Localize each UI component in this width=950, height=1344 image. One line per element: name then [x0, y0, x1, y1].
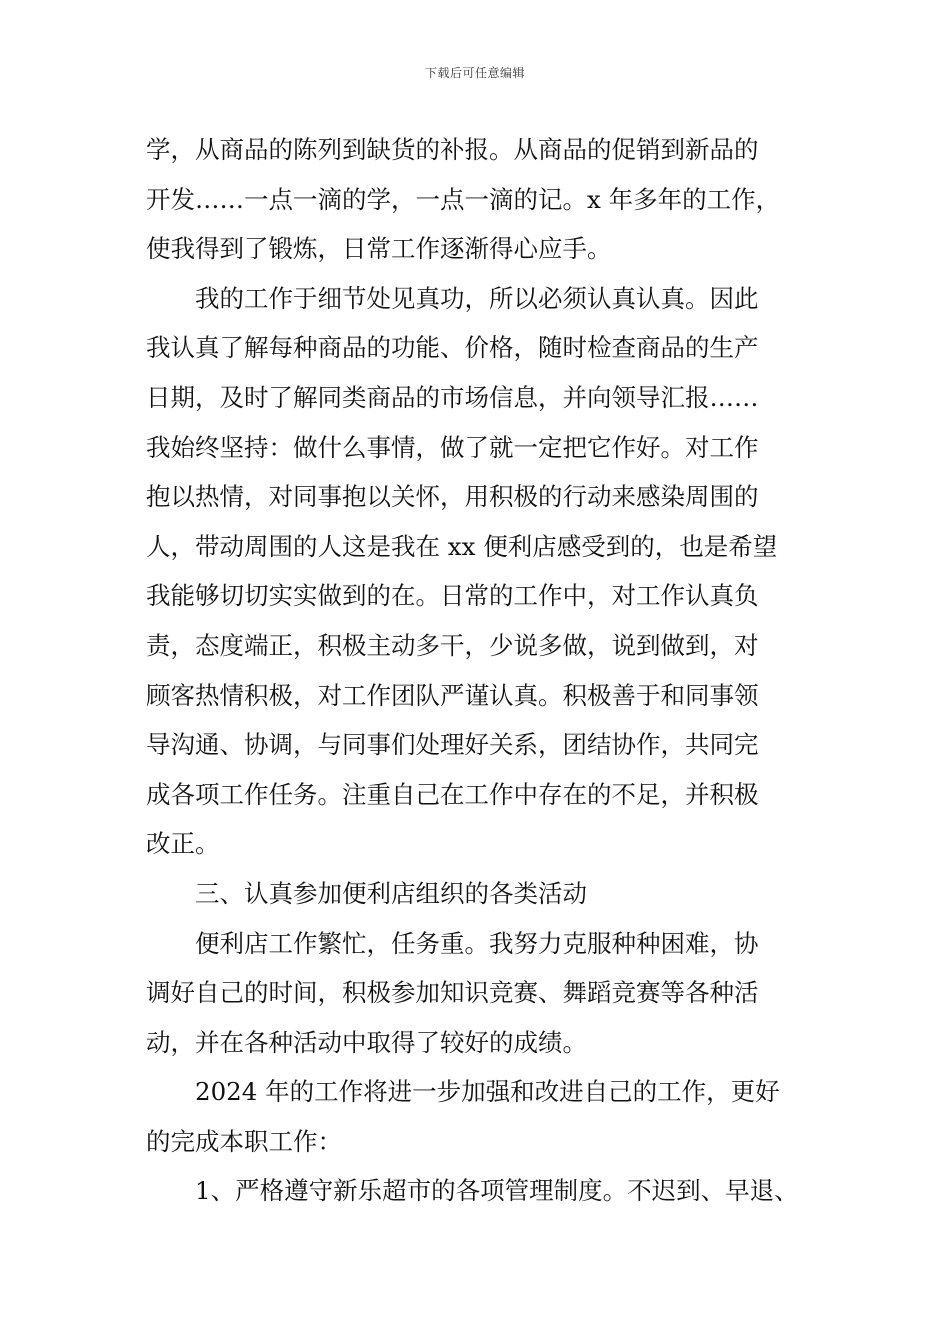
text-line: 使我得到了锻炼，日常工作逐渐得心应手。	[146, 234, 612, 264]
text-line: 2024 年的工作将进一步加强和改进自己的工作，更好	[195, 1077, 780, 1107]
text-line: 的完成本职工作：	[146, 1126, 342, 1156]
text-line: 成各项工作任务。注重自己在工作中存在的不足，并积极	[146, 779, 759, 809]
text-line: 日期，及时了解同类商品的市场信息，并向领导汇报……	[146, 382, 759, 412]
text-line: 三、认真参加便利店组织的各类活动	[195, 878, 587, 908]
text-line: 我认真了解每种商品的功能、价格，随时检查商品的生产	[146, 333, 759, 363]
text-line: 导沟通、协调，与同事们处理好关系，团结协作，共同完	[146, 730, 759, 760]
page-header: 下载后可任意编辑	[424, 66, 525, 80]
text-line: 我的工作于细节处见真功，所以必须认真认真。因此	[195, 283, 759, 313]
text-line: 动，并在各种活动中取得了较好的成绩。	[146, 1027, 587, 1057]
text-line: 抱以热情，对同事抱以关怀，用积极的行动来感染周围的	[146, 482, 759, 512]
document-body	[146, 125, 836, 1216]
text-line: 我始终坚持：做什么事情，做了就一定把它作好。对工作	[146, 432, 759, 462]
text-line: 便利店工作繁忙，任务重。我努力克服种种困难，协	[195, 928, 759, 958]
text-line: 1、严格遵守新乐超市的各项管理制度。不迟到、早退、	[195, 1176, 799, 1206]
text-line: 我能够切切实实做到的在。日常的工作中，对工作认真负	[146, 581, 759, 611]
text-line: 人，带动周围的人这是我在 xx 便利店感受到的，也是希望	[146, 531, 778, 561]
text-line: 顾客热情积极，对工作团队严谨认真。积极善于和同事领	[146, 680, 759, 710]
text-line: 责，态度端正，积极主动多干，少说多做，说到做到，对	[146, 630, 759, 660]
text-line: 学，从商品的陈列到缺货的补报。从商品的促销到新品的	[146, 135, 759, 164]
text-line: 调好自己的时间，积极参加知识竞赛、舞蹈竞赛等各种活	[146, 978, 759, 1008]
text-line: 改正。	[146, 829, 220, 859]
text-line: 开发……一点一滴的学，一点一滴的记。x 年多年的工作，	[146, 184, 781, 214]
